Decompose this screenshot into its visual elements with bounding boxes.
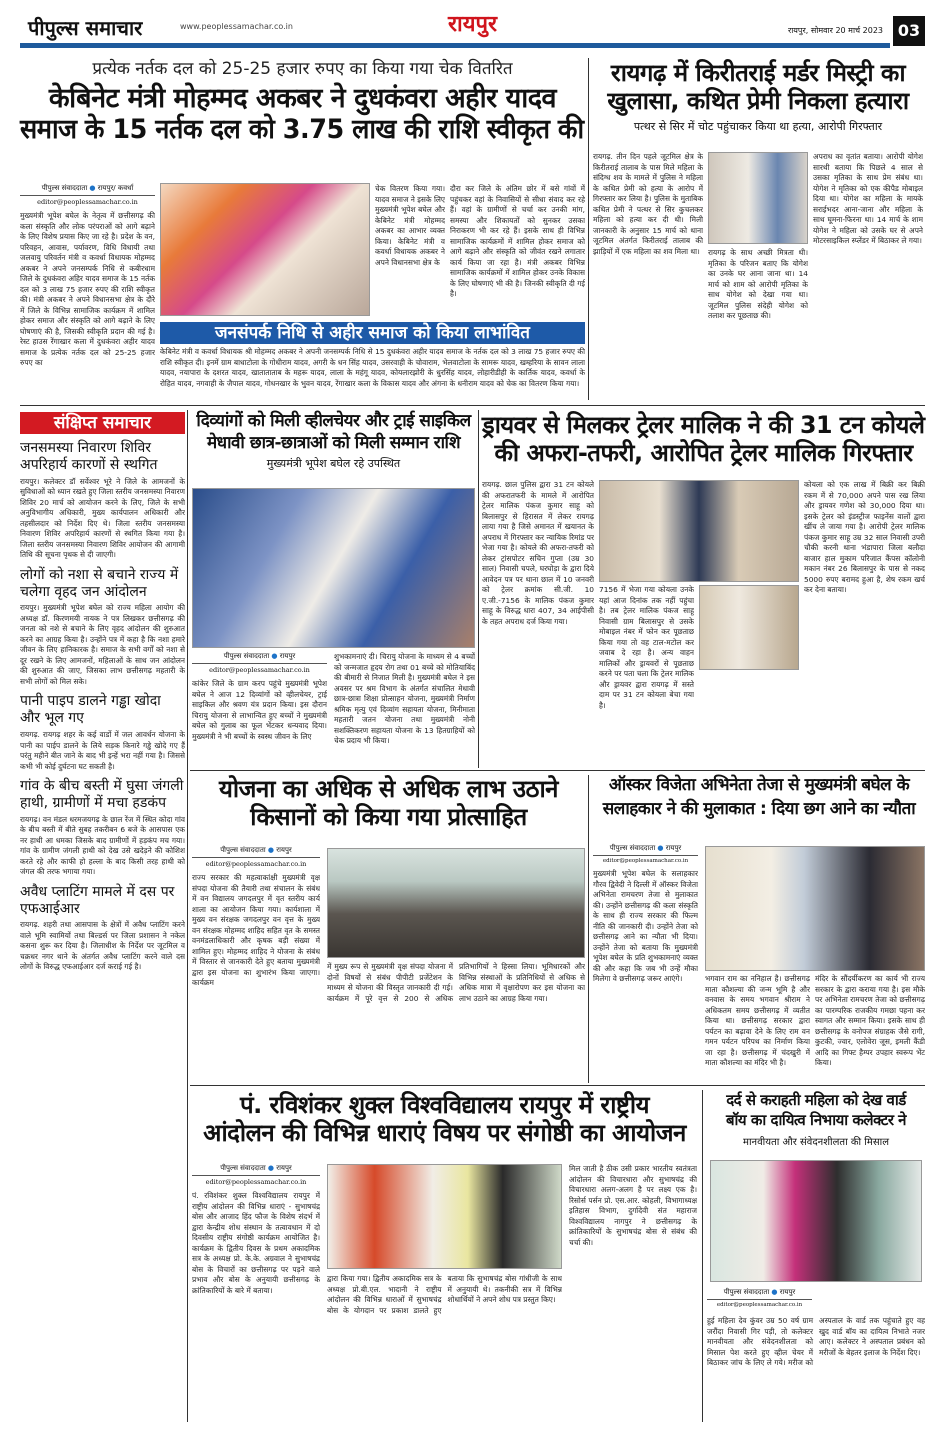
story-body-col2: शुभकामनाएं दी। चिरायु योजना के माध्यम से 4 बच्चों को जन्मजात हृदय रोग तथा 01 बच्चे को मोतियाबिंद की बीमारी से निजात मिली है। मुख्यमंत्री बघेल ने इस अवसर पर श्रम विभाग के अंतर्गत संचालित मेधावी छात्र-छात्रा शिक्षा प्रोत्साहन योजना, मुख्यमंत्री निर्माण श्रमिक मृत्यु एवं दिव्यांग सहायता योजना, मिनीमाता महतारी जतन योजना तथा मुख्यमंत्री नोनी सशक्तिकरण सहायता योजना के 13 हितग्राहियों को चेक प्रदाय भी किया। bbox=[334, 652, 475, 746]
briefs-column bbox=[20, 412, 185, 1422]
story-headline-line2: समाज के 15 नर्तक दल को 3.75 लाख की राशि स्वीकृत की bbox=[20, 114, 584, 146]
brief-item bbox=[20, 440, 185, 561]
story-headline: पं. रविशंकर शुक्ल विश्वविद्यालय रायपुर में राष्ट्रीय bbox=[239, 1091, 650, 1119]
editor-email[interactable]: editor@peoplessamachar.co.in bbox=[37, 198, 138, 206]
story-kicker: प्रत्येक नर्तक दल को 25-25 हजार रुपए का किया गया चेक वितरित bbox=[92, 59, 513, 79]
brief-item bbox=[20, 884, 185, 973]
editor-email[interactable]: editor@peoplessamachar.co.in bbox=[209, 666, 310, 674]
edition-city: रायपुर bbox=[448, 12, 497, 37]
story-headline-line2: खुलासा, कथित प्रेमी निकला हत्यारा bbox=[607, 86, 909, 115]
byline: पीपुल्स संवाददाता ● रायपुर bbox=[593, 844, 698, 856]
briefs-title: संक्षिप्त समाचार bbox=[20, 412, 185, 434]
story-headline: ड्रायवर से मिलकर ट्रेलर मालिक ने की 31 टन कोयले bbox=[482, 411, 925, 439]
website-url[interactable]: www.peoplessamachar.co.in bbox=[180, 22, 293, 31]
brief-body: रायगढ़. शहरी तथा आसपास के क्षेत्रों में अवैध प्लाटिंग करने वाले भूमि स्वामियों तथा बिल्डर्स पर जिला प्रशासन ने नकेल कसना शुरू कर दिया है। जिलाधीश के निर्देश पर जूटमिल व चक्रधर नगर थाने के अंतर्गत अवैध प्लाटिंग करने वाले दस लोगों के विरुद्ध एफआईआर दर्ज कराई गई है। bbox=[20, 920, 185, 972]
story-headline: दर्द से कराहती महिला को देख वार्ड bbox=[726, 1091, 906, 1109]
story-body-col3: अपराध का वृतांत बताया। आरोपी योगेश सारथी बताया कि पिछले 4 साल से उसका मृतिका के साथ प्रेम संबंध था। योगेश ने मृतिका को एक कीपैड मोबाइल दिया था। योगेश का महिला के मायके सराईभदर आना-जाना और महिला के साथ घूमना-फिरना था। 14 मार्च के शाम योगेश ने महिला को उसके घर से अपने मोटरसाइकिल स्प्लेंडर में बिठाकर ले गया। bbox=[813, 152, 923, 246]
story-body-col3: मंदिर के सौंदर्यीकरण का कार्य भी राज्य सरकार के द्वारा कराया गया है। इस मौके पर अभिनेता रामचरण तेजा को छत्तीसगढ़ का पारम्परिक राजकीय गमछा पहना कर स्वागत और सम्मान किया। इसके साथ ही छत्तीसगढ़ के वनोपज संग्राहक जैसे रागी, कुटकी, ज्वार, एलोवेरा जूस, इमली कैंडी आदि का गिफ्ट हैम्पर उपहार स्वरूप भेंट किया। bbox=[815, 974, 925, 1068]
story-photo-police-station bbox=[699, 585, 799, 670]
band-body: केबिनेट मंत्री व कवर्धा विधायक श्री मोहम्मद अकबर ने अपनी जनसम्पर्क निधि से 15 दुधकंवरा अहीर यादव समाज के नर्तक दल को 3 लाख 75 हजार रुपए की राशि स्वीकृत दी। इनमें ग्राम बाधाटोला के गोधीराम यादव, अगरी के धन सिंह यादव, उसरवाही के चोवाराम, भेलवाटोला के सामरू यादव, खम्हरिया के सावन लाला यादव, नयापारा के दशरत यादव, खाताताताब के महरू यादव, लाला के महंगू यादव, कोयलारझोरी के धुरसिंह यादव, लोहारीडीही के कार्तिक यादव, कवर्धा के रोहित यादव, नगवाही के जैपाल यादव, गोधनखार के भुवन यादव, रेंगाखार कला के विकास यादव और अंगना के धनीराम यादव को चेक का वितरण किया गया। bbox=[160, 347, 585, 388]
page-number: 03 bbox=[893, 16, 925, 46]
story-headline: केबिनेट मंत्री मोहम्मद अकबर ने दुधकंवरा अहीर यादव bbox=[48, 83, 557, 114]
brief-headline: पानी पाइप डालने गड्ढा खोदा और भूल गए bbox=[20, 693, 161, 727]
story-body-col2: द्वारा किया गया। द्वितीय अकादमिक सत्र के अध्यक्ष प्रो.बी.एल. भादानी ने राष्ट्रीय आंदोलन की विभिन्न धाराओं में सुभाषचंद्र बोस के योगदान पर प्रकाश डालते हुए बताया कि सुभाषचंद्र बोस गांधीजी के साथ में अनुयायी थे। तकनीकी सत्र में विभिन्न शोधार्थियों ने अपने शोध पत्र प्रस्तुत किए। bbox=[327, 1274, 562, 1315]
story-body: पं. रविशंकर शुक्ल विश्वविद्यालय रायपुर में राष्ट्रीय आंदोलन की विभिन्न धाराएं - सुभाषचंद्र बोस और आजाद हिंद फौज के विशेष संदर्भ में द्वारा केन्द्रीय शोध संस्थान के तत्वावधान में दो दिवसीय राष्ट्रीय संगोष्ठी कार्यक्रम आयोजित है। कार्यक्रम के द्वितीय दिवस के प्रथम अकादमिक सत्र के अध्यक्ष प्रो. के.के. अग्रवाल ने सुभाषचंद्र बोस के विचारों का छत्तीसगढ़ पर पड़ने वाले प्रभाव और बोस के अनुयायी छत्तीसगढ़ के क्रांतिकारियों के बारे में बताया। bbox=[192, 1191, 320, 1295]
story-headline: ऑस्कर विजेता अभिनेता तेजा से मुख्यमंत्री बघेल के bbox=[608, 775, 910, 795]
brief-headline: गांव के बीच बस्ती में घुसा जंगली हाथी, ग्रामीणों में मचा हडकंप bbox=[20, 778, 184, 811]
story-body-col2: रायगढ़ के साथ अच्छी मित्रता थी। मृतिका के परिजन बताए कि योगेश का उनके घर आना जाना था। 14 मार्च को शाम को आरोपी मृतिका के साथ योगेश को देखा गया था। जूटमिल पुलिस संदेही योगेश को तलाश कर पूछताछ की। bbox=[708, 248, 808, 321]
sub-band-heading: जनसंपर्क निधि से अहीर समाज को किया लाभांवित bbox=[160, 322, 585, 344]
story-photo-accused bbox=[599, 480, 799, 582]
story-collector-wardboy bbox=[707, 1092, 925, 1422]
story-headline: रायगढ़ में किरीतराई मर्डर मिस्ट्री का bbox=[610, 59, 906, 87]
story-body-col2: में मुख्य रूप से मुख्यमंत्री वृक्ष संपदा योजना में दोनों विषयों से संबंध पीपीटी प्रजेंटेशन के माध्यम से योजना की विस्तृत जानकारी दी गई। कार्यक्रम में पूरे वृत्त से 200 से अधिक प्रतिभागियों ने हिस्सा लिया। भूमिधारकों और विभिन्न संस्थाओं के प्रतिनिधियों से अधिक से अधिक मात्रा में वृक्षारोपण कर इस योजना का लाभ उठाने का आग्रह किया गया। bbox=[327, 962, 585, 1003]
brief-item bbox=[20, 778, 185, 878]
byline: पीपुल्स संवाददाता ● रायपुर bbox=[192, 846, 320, 858]
story-photo-meeting bbox=[705, 846, 925, 971]
brief-body: रायपुर। मुख्यमंत्री भूपेश बघेल को राज्य महिला आयोग की अध्यक्ष डॉ. किरणमयी नायक ने पत्र लिखकर छत्तीसगढ़ की जनता को नशे से बचाने के लिए वृहद आंदोलन की शुरुआत करने का आग्रह किया है। उन्होंने पत्र में कहा है कि नशा हमारे जीवन के लिए हानिकारक है। समाज के सभी वर्गों को नशा से दूर रखने के लिए आमजनों, महिलाओं के साथ जन आंदोलन की शुरुआत की जाए, जिसका लाभ छत्तीसगढ़ महतारी के सभी लोगों को मिल सके। bbox=[20, 603, 185, 686]
brief-body: रायगढ़. रायगढ़ शहर के कई वार्डो में जल आवर्धन योजना के पानी का पाईप डालने के लिये सड़क किनारे गड्ढे खोदे गए हैं परंतु महीने बीत जाने के बाद भी इन्हें भरा नहीं गया है। जिससे कभी भी कोई दुर्घटना घट सकती है। bbox=[20, 730, 185, 771]
story-body-col3: दौरा कर जिले के अंतिम छोर में बसे गांवों में पहुंचकर वहां के निवासियों से सीधा संवाद कर रहे हैं। वहां के ग्रामीणों से चर्चा कर उनकी मांग, समस्या और शिकायतों को सुनकर उसका निराकरण भी कर रहे हैं। इसके साथ ही विभिन्न सामाजिक कार्यक्रमों में शामिल होकर समाज को आगे बढ़ाने और संस्कृति को जीवंत रखने लगातार कार्य किया जा रहा है। मंत्री अकबर विभिन्न सामाजिक कार्यक्रमों में शामिल होकर उनके विकास के लिए घोषणाएं भी की है। जिनकी स्वीकृति दी गई है। bbox=[450, 184, 585, 299]
story-headline-line2: मेधावी छात्र-छात्राओं को मिली सम्मान राशि bbox=[206, 432, 461, 453]
story-body-col3: कोयला को एक लाख में बिक्री कर बिक्री रकम में से 70,000 अपने पास रख लिया और ड्रायवर गणेश को 30,000 दिया था। इसके ट्रेलर को इंडस्ट्रीज फाइनेंस वालों द्वारा खींच ले जाया गया है। आरोपी ट्रेलर मालिक पंकज कुमार साहू उम्र 32 साल निवासी उपरी चौकी करनी थाना भंडापारा जिला बलौदा बाजार हाल मुकाम परिजात कैंपस कॉलोनी मकान नंबर 26 बिलासपुर के पास से नकद 5000 रुपए बरामद हुआ है, शेष रकम खर्च कर देना बताया। bbox=[804, 480, 925, 595]
story-body: हुई महिला देव कुंवर उम्र 50 वर्ष ग्राम जरौंदा निवासी गिर पड़ी, तो कलेक्टर मानवीयता और संवेदनशीलता को मिसाल पेश करते हुए व्हील चेयर में बिठाकर जांच के लिए ले गये। मरीज को अस्पताल के वार्ड तक पहुंचाते हुए वह खुद वार्ड बॉय का दायित्व निभाते नजर आए। कलेक्टर ने अस्पताल प्रबंधन को मरीजों के बेहतर इलाज के निर्देश दिए। bbox=[707, 1316, 925, 1368]
story-subheading: पत्थर से सिर में चोट पहुंचाकर किया था हत्या, आरोपी गिरफ्तार bbox=[633, 120, 883, 134]
story-body: राज्य सरकार की महत्वाकांक्षी मुख्यमंत्री वृक्ष संपदा योजना की तैयारी तथा संचालन के संबंध में वन विद्यालय जगदलपुर में वृत स्तरीय कार्य शाला का आयोजन किया गया। कार्यशाला में मुख्य वन संरक्षक जगदलपुर वन वृत्त के मुख्य वन संरक्षक मोहम्मद शाहिद सहित वृत के समस्त वनमंडलाधिकारी और कृषक बड़ी संख्या में शामिल हुए। मोहम्मद शाहिद ने योजना के संबंध में विस्तार से जानकारी देते हुए बताया मुख्यमंत्री द्वारा इस योजना का शुभारंभ किया जाएगा। कार्यक्रम bbox=[192, 873, 320, 988]
story-body-col2: चेक वितरण किया गया। यादव समाज ने इसके लिए मुख्यमंत्री भूपेश बघेल और केबिनेट मंत्री मोहम्मद अकबर का आभार व्यक्त किया। केबिनेट मंत्री व कवर्धा विधायक अकबर ने अपने विधानसभा क्षेत्र के bbox=[375, 184, 445, 267]
story-photo-police bbox=[708, 152, 808, 244]
editor-email[interactable]: editor@peoplessamachar.co.in bbox=[205, 1178, 307, 1186]
brief-body: रायगढ़। वन मंडल धरमजयगढ़ के छाल रेंज में स्थित कोदा गांव के बीच बस्ती में बीते सुबह तकरीबन 6 बजे के आसपास एक नर हाथी आ धमका जिसके बाद ग्रामीणों में हड़कंप मच गया। गांव के ग्रामीण जंगली हाथी को देख उसे खदेड़ने की कोशिश करते रहे और काफी हो हल्ला के बाद किसी तरह हाथी को जंगल की तरफ भगाया गया। bbox=[20, 814, 185, 877]
brief-item bbox=[20, 567, 185, 688]
story-headline: दिव्यांगों को मिली व्हीलचेयर और ट्राई साइकिल bbox=[196, 411, 471, 431]
story-photo-speaker bbox=[327, 1164, 562, 1269]
story-body: मुख्यमंत्री भूपेश बघेल के सलाहकार गौरव द्विवेदी ने दिल्ली में ऑस्कर विजेता अभिनेता रामचरण तेजा से मुलाकात की। उन्होंने छत्तीसगढ़ की कला संस्कृति के साथ ही राज्य सरकार की फिल्म नीति की जानकारी दी। उन्होंने तेजा को छत्तीसगढ़ आने का न्यौता भी दिया। उन्होंने तेजा को बताया कि मुख्यमंत्री भूपेश बघेल के प्रति शुभकामनाएं व्यक्त की और कहा कि जब भी उन्हें मौका मिलेगा वे छत्तीसगढ़ जरूर आएंगे। bbox=[593, 869, 698, 984]
byline: पीपुल्स संवाददाता ● रायपुर/ कवर्धा bbox=[20, 184, 155, 196]
masthead bbox=[20, 0, 925, 48]
issue-date: रायपुर, सोमवार 20 मार्च 2023 bbox=[787, 26, 883, 35]
byline: पीपुल्स संवाददाता ● रायपुर bbox=[192, 1164, 320, 1176]
story-body: मुख्यमंत्री भूपेश बघेल के नेतृत्व में छत्तीसगढ़ की कला संस्कृति और लोक परंपराओं को आगे बढ़ाने के लिए विशेष प्रयास किए जा रहे है। प्रदेश के वन, परिवहन, आवास, पर्यावरण, विधि विधायी तथा जलवायु परिवर्तन मंत्री व कवर्धा विधायक मोहम्मद अकबर ने अपने जनसम्पर्क निधि से कबीरधाम जिले के दुधकंवरा अहिर यादव समाज के 15 नर्तक दल को 3 लाख 75 हजार रुपए की राशि स्वीकृत की। मंत्री अकबर ने अपने विधानसभा क्षेत्र के दौरे में जिले के विभिन्न सामाजिक कार्यक्रम में शामिल होकर समाज और संस्कृति को आगे बढ़ाने के लिए घोषणाएं की है, जिसकी स्वीकृति प्रदान की गई है। रेस्ट हाउस रेंगाखार कला में दुधकंवरा अहीर यादव समाज के प्रत्येक नर्तक दल को 25-25 हजार रुपए का bbox=[20, 211, 155, 368]
story-headline-line2: किसानों को किया गया प्रोत्साहित bbox=[250, 802, 527, 831]
brief-headline: अवैध प्लाटिंग मामले में दस पर एफआईआर bbox=[20, 883, 175, 917]
story-headline-line2: की अफरा-तफरी, आरोपित ट्रेलर मालिक गिरफ्तार bbox=[494, 438, 913, 467]
story-body: रायगढ़. छाल पुलिस द्वारा 31 टन कोयले की अफरातफरी के मामले में आरोपित ट्रेलर मालिक पंकज कुमार साहू को बिलासपुर से हिरासत में लेकर रायगढ़ लाया गया है जिसे अमानत में खयानत के अपराध में गिरफ्तार कर न्यायिक रिमांड पर भेजा गया है। कोयले की अफरा-तफरी को लेकर ट्रांसपोटर सचिन गुप्ता (उम्र 30 साल) निवासी चपले, घरघोड़ा के द्वारा दिये आवेदन पत्र पर थाना छाल में 10 जनवरी को ट्रेलर क्रमांक सी.जी. 10 ए.जी.-7156 के मालिक पंकज कुमार साहू के विरुद्ध धारा 407, 34 आईपीसी के तहत अपराध दर्ज किया गया। bbox=[482, 480, 594, 626]
story-subheading: मानवीयता और संवेदनशीलता की मिसाल bbox=[742, 1136, 889, 1148]
story-headline-line2: बॉय का दायित्व निभाया कलेक्टर ने bbox=[725, 1111, 907, 1130]
story-photo-wheelchair bbox=[710, 1160, 922, 1282]
story-body-col2: 7156 में भेजा गया कोयला उनके यहां आज दिनांक तक नहीं पहुंचा है। तब ट्रेलर मालिक पंकज साहू निवासी ग्राम बिलासपुर से उसके मोबाइल नंबर में फोन कर पूछताछ किया गया तो वह टाल-मटोल कर जवाब दे रहा है। अन्य वाहन मालिकों और ड्रायवरों से पूछताछ करने पर पता चला कि ट्रेलर मालिक और ड्रायवर द्वारा रायगढ़ में सस्ते दाम पर 31 टन कोयला बेचा गया है। bbox=[599, 585, 694, 710]
story-oscar-teja bbox=[593, 776, 925, 1081]
newspaper-logo: पीपुल्स समाचार bbox=[28, 16, 143, 40]
story-photo bbox=[160, 183, 370, 316]
editor-email[interactable]: editor@peoplessamachar.co.in bbox=[716, 1302, 803, 1308]
brief-item bbox=[20, 693, 185, 772]
story-photo bbox=[192, 488, 475, 648]
story-photo-workshop bbox=[327, 848, 585, 958]
story-wheelchair bbox=[192, 412, 475, 767]
story-murder-mystery bbox=[593, 60, 923, 400]
story-headline-line2: सलाहकार ने की मुलाकात : दिया छग आने का न्यौता bbox=[602, 798, 916, 819]
story-body: कांकेर जिले के ग्राम करप पहुंचे मुख्यमंत्री भूपेश बघेल ने आज 12 दिव्यांगों को व्हीलचेयर, ट्राई साइकिल और श्रवण यंत्र प्रदान किया। इस दौरान चिरायु योजना से लाभान्वित हुए बच्चों ने मुख्यमंत्री बघेल को गुलाब का फूल भेंटकर धन्यवाद दिया। मुख्यमंत्री ने भी बच्चों के स्वस्थ जीवन के लिए bbox=[192, 679, 327, 741]
story-university-seminar bbox=[192, 1092, 697, 1422]
brief-headline: जनसमस्या निवारण शिविर अपरिहार्य कारणों से स्थगित bbox=[20, 440, 158, 473]
story-coal-theft bbox=[482, 412, 925, 767]
brief-body: रायपुर। कलेक्टर डॉ सर्वेश्वर भूरे ने जिले के आमजनों के सुविधाओं को ध्यान रखते हुए जिला स्तरीय जनसमस्या निवारण शिविर 20 मार्च को आयोजन करने के लिए, जिले के सभी अनुविभागीय अधिकारी, मुख्य कार्यपालन अधिकारी और तहसीलदार को निर्देश दिए थे। जिला स्तरीय जनसमस्या निवारण शिविर अपरिहार्य कारणों से स्थगित किया गया है। जिला स्तरीय जनसमस्या निवारण शिविर आयोजन की आगामी तिथि की सूचना पृथक से दी जाएगी। bbox=[20, 476, 185, 560]
story-subheading: मुख्यमंत्री भूपेश बघेल रहे उपस्थित bbox=[266, 457, 401, 471]
brief-headline: लोगों को नशा से बचाने राज्य में चलेगा वृहद जन आंदोलन bbox=[20, 566, 179, 600]
masthead-rule bbox=[20, 43, 890, 48]
story-body-col2: भगवान राम का ननिहाल है। छत्तीसगढ़ माता कौशल्या की जन्म भूमि है और वनवास के समय भगवान श्रीराम ने अधिकतम समय छत्तीसगढ़ में व्यतीत किया था। छत्तीसगढ़ सरकार द्वारा पर्यटन का बढ़ावा देने के लिए राम वन गमन पर्यटन परिपथ का निर्माण किया जा रहा है। छत्तीसगढ़ में चंदखुरी में माता कौशल्या का मंदिर भी है। bbox=[705, 974, 810, 1068]
story-farmers bbox=[192, 776, 585, 1081]
editor-email[interactable]: editor@peoplessamachar.co.in bbox=[602, 858, 689, 864]
story-dudhkanwara bbox=[20, 56, 585, 401]
story-headline-line2: आंदोलन की विभिन्न धाराएं विषय पर संगोष्ठी का आयोजन bbox=[203, 1118, 686, 1147]
editor-email[interactable]: editor@peoplessamachar.co.in bbox=[205, 860, 307, 868]
story-body-col3: मिल जाती है ठीक उसी प्रकार भारतीय स्वतंत्रता आंदोलन की विचारधारा और सुभाषचंद्र की विचारधारा अलग-अलग है पर लक्ष्य एक है। रिसोर्स पर्सन प्रो. एस.आर. कोहली, विभागाध्यक्ष इतिहास विभाग, दुर्गादेवी संत महाराज विश्वविद्यालय नागपुर ने छत्तीसगढ़ के क्रांतिकारियों के सुभाषचंद्र बोस से संबंध की चर्चा की। bbox=[569, 1164, 697, 1247]
byline: पीपुल्स संवाददाता ● रायपुर bbox=[192, 652, 327, 664]
story-headline: योजना का अधिक से अधिक लाभ उठाने bbox=[219, 775, 558, 803]
byline: पीपुल्स संवाददाता ● रायपुर bbox=[707, 1288, 812, 1300]
story-body: रायगढ़. तीन दिन पहले जूटमिल क्षेत्र के किरीतराई तालाब के पास मिले महिला के संदिग्ध शव के मामले में पुलिस ने महिला के कथित प्रेमी को हत्या के आरोप में गिरफ्तार कर लिया है। पुलिस के मुताबिक कथित प्रेमी ने पत्थर से सिर कुचलकर महिला को हत्या कर दी थी। मिली जानकारी के अनुसार 15 मार्च को थाना जूटमिल अंतर्गत किरीतराई तालाब की झाड़ियों में एक महिला का शव मिला था। bbox=[593, 152, 703, 256]
